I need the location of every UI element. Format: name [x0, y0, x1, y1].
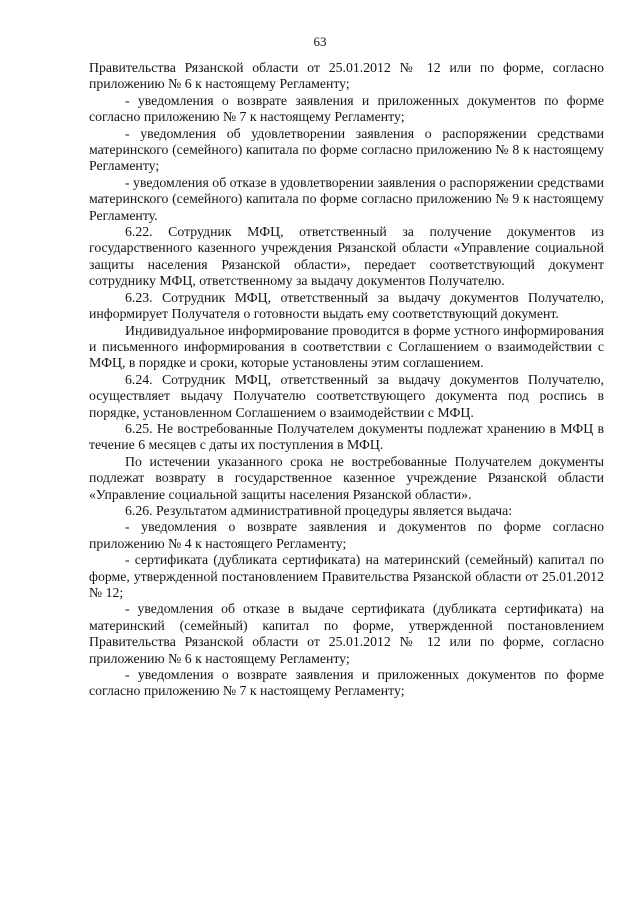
paragraph: - сертификата (дубликата сертификата) на материнский (семейный) капитал по форме, утвержденной постановлением Правительства Рязанской области от 25.01.2012 № 12; [89, 552, 604, 600]
paragraph: Правительства Рязанской области от 25.01.2012 № 12 или по форме, согласно приложению № 6 к настоящему Регламенту; [89, 60, 604, 92]
paragraph: - уведомления о возврате заявления и приложенных документов по форме согласно приложению № 7 к настоящему Регламенту; [89, 667, 604, 699]
paragraph: - уведомления о возврате заявления и приложенных документов по форме согласно приложению № 7 к настоящему Регламенту; [89, 92, 604, 125]
paragraph: - уведомления об удовлетворении заявления о распоряжении средствами материнского (семейного) капитала по форме согласно приложению № 8 к настоящему Регламенту; [89, 125, 604, 174]
document-body [89, 60, 604, 700]
paragraph: 6.24. Сотрудник МФЦ, ответственный за выдачу документов Получателю, осуществляет выдачу Получателю соответствующего документа под роспись в порядке, установленном Соглашением о взаимодействии с МФЦ. [89, 371, 604, 420]
paragraph: - уведомления об отказе в выдаче сертификата (дубликата сертификата) на материнский (семейный) капитал по форме, утвержденной постановлением Правительства Рязанской области от 25.01.2012 № 12 или по форме, согласно приложению № 6 к настоящему Регламенту; [89, 601, 604, 666]
paragraph: - уведомления о возврате заявления и документов по форме согласно приложению № 4 к настоящего Регламенту; [89, 519, 604, 551]
paragraph: 6.26. Результатом административной процедуры является выдача: [125, 502, 513, 518]
paragraph: - уведомления об отказе в удовлетворении заявления о распоряжении средствами материнского (семейного) капитала по форме согласно приложению № 9 к настоящему Регламенту. [89, 174, 604, 223]
paragraph: 6.22. Сотрудник МФЦ, ответственный за получение документов из государственного казенного учреждения Рязанской области «Управление социальной защиты населения Рязанской области», передает соответствующий документ сотруднику МФЦ, ответственному за выдачу документов Получателю. [89, 224, 604, 289]
paragraph: 6.23. Сотрудник МФЦ, ответственный за выдачу документов Получателю, информирует Получателя о готовности выдать ему соответствующий документ. [89, 289, 604, 322]
paragraph: По истечении указанного срока не востребованные Получателем документы подлежат возврату в государственное казенное учреждение Рязанской области «Управление социальной защиты населения Рязанской области». [89, 453, 604, 502]
page-number: 63 [313, 34, 327, 49]
paragraph: 6.25. Не востребованные Получателем документы подлежат хранению в МФЦ в течение 6 месяцев с даты их поступления в МФЦ. [89, 420, 604, 453]
paragraph: Индивидуальное информирование проводится в форме устного информирования и письменного информирования в соответствии с Соглашением о взаимодействии с МФЦ, в порядке и сроки, которые установлены этим соглашением. [89, 322, 604, 371]
